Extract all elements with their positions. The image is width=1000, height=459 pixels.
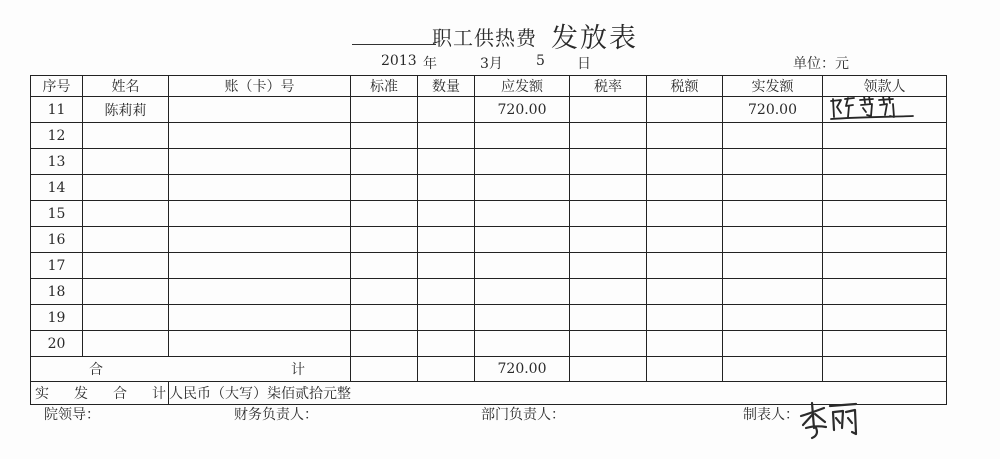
- row-no: 19: [31, 305, 83, 331]
- row-tax: [647, 123, 723, 149]
- header-row: [31, 76, 947, 97]
- row-qty: [418, 97, 475, 123]
- row-net: [723, 149, 823, 175]
- total-words-label-cell: [31, 382, 169, 405]
- row-standard: [351, 201, 418, 227]
- row-qty: [418, 175, 475, 201]
- footer-dept-label: 部门负责人：: [481, 407, 565, 423]
- header-cell: 税额: [647, 76, 723, 97]
- row-qty: [418, 149, 475, 175]
- row-rate: [570, 149, 647, 175]
- table-row: [31, 149, 947, 175]
- row-qty: [418, 305, 475, 331]
- total-words-label-char: 发: [74, 386, 88, 402]
- date-year: 2013: [381, 53, 417, 69]
- footer-finance-label: 财务负责人：: [234, 407, 318, 423]
- total-rate: [570, 357, 647, 382]
- row-standard: [351, 97, 418, 123]
- row-net: [723, 331, 823, 357]
- row-tax: [647, 253, 723, 279]
- total-standard: [351, 357, 418, 382]
- date-year-unit: 年: [423, 56, 437, 72]
- total-gross: 720.00: [475, 357, 570, 382]
- total-signature: [823, 357, 947, 382]
- total-tax: [647, 357, 723, 382]
- row-signature: [823, 149, 947, 175]
- row-qty: [418, 331, 475, 357]
- recipient-signature: [827, 97, 917, 123]
- row-gross: [475, 201, 570, 227]
- row-net: [723, 201, 823, 227]
- row-tax: [647, 201, 723, 227]
- row-name: [83, 331, 169, 357]
- row-name: 陈莉莉: [83, 97, 169, 123]
- row-net: [723, 227, 823, 253]
- row-account: [169, 227, 351, 253]
- row-gross: [475, 305, 570, 331]
- row-net: [723, 305, 823, 331]
- row-account: [169, 201, 351, 227]
- row-standard: [351, 305, 418, 331]
- row-name: [83, 227, 169, 253]
- table-row: [31, 227, 947, 253]
- row-rate: [570, 253, 647, 279]
- row-no: 14: [31, 175, 83, 201]
- total-words-label-char: 实: [35, 386, 49, 402]
- row-no: 16: [31, 227, 83, 253]
- row-account: [169, 331, 351, 357]
- row-signature: [823, 253, 947, 279]
- table-row: [31, 123, 947, 149]
- row-net: [723, 253, 823, 279]
- table-row: [31, 331, 947, 357]
- row-no: 20: [31, 331, 83, 357]
- footer-dean-label: 院领导：: [44, 407, 100, 423]
- table-row: [31, 97, 947, 123]
- date-day: 5: [536, 53, 545, 69]
- row-name: [83, 305, 169, 331]
- row-standard: [351, 253, 418, 279]
- header-cell: 实发额: [723, 76, 823, 97]
- row-standard: [351, 279, 418, 305]
- row-rate: [570, 279, 647, 305]
- total-label-cell: [31, 357, 351, 382]
- total-row: [31, 357, 947, 382]
- row-signature: [823, 123, 947, 149]
- page-title: 发放表: [551, 23, 638, 54]
- row-standard: [351, 331, 418, 357]
- row-signature: [823, 331, 947, 357]
- header-cell: 标准: [351, 76, 418, 97]
- row-no: 13: [31, 149, 83, 175]
- row-rate: [570, 97, 647, 123]
- row-account: [169, 175, 351, 201]
- row-name: [83, 149, 169, 175]
- row-rate: [570, 201, 647, 227]
- table-row: [31, 253, 947, 279]
- row-gross: [475, 175, 570, 201]
- row-standard: [351, 175, 418, 201]
- header-cell: 税率: [570, 76, 647, 97]
- header-cell: 数量: [418, 76, 475, 97]
- row-tax: [647, 305, 723, 331]
- row-gross: [475, 279, 570, 305]
- row-gross: [475, 331, 570, 357]
- row-qty: [418, 123, 475, 149]
- row-signature: [823, 227, 947, 253]
- header-cell: 姓名: [83, 76, 169, 97]
- row-gross: [475, 227, 570, 253]
- row-tax: [647, 175, 723, 201]
- row-qty: [418, 201, 475, 227]
- row-gross: [475, 149, 570, 175]
- row-rate: [570, 331, 647, 357]
- row-gross: [475, 253, 570, 279]
- table-row: [31, 305, 947, 331]
- total-label-right: 计: [291, 362, 305, 378]
- total-words-amount: 人民币（大写）柒佰贰拾元整: [169, 382, 947, 405]
- row-tax: [647, 331, 723, 357]
- row-name: [83, 123, 169, 149]
- row-standard: [351, 149, 418, 175]
- unit-label: 单位：元: [793, 56, 849, 72]
- date-day-unit: 日: [577, 56, 591, 72]
- row-standard: [351, 123, 418, 149]
- header-cell: 账（卡）号: [169, 76, 351, 97]
- row-net: [723, 175, 823, 201]
- row-qty: [418, 227, 475, 253]
- total-net: [723, 357, 823, 382]
- row-account: [169, 279, 351, 305]
- row-signature: [823, 305, 947, 331]
- row-tax: [647, 149, 723, 175]
- row-tax: [647, 279, 723, 305]
- row-no: 18: [31, 279, 83, 305]
- payment-table: [30, 75, 947, 405]
- row-account: [169, 253, 351, 279]
- row-name: [83, 175, 169, 201]
- row-qty: [418, 253, 475, 279]
- row-gross: [475, 123, 570, 149]
- row-account: [169, 305, 351, 331]
- row-tax: [647, 227, 723, 253]
- footer-maker-label: 制表人：: [743, 407, 799, 423]
- row-signature: [823, 279, 947, 305]
- row-signature: [823, 97, 947, 123]
- row-rate: [570, 305, 647, 331]
- row-rate: [570, 227, 647, 253]
- row-name: [83, 253, 169, 279]
- row-signature: [823, 201, 947, 227]
- table-row: [31, 175, 947, 201]
- total-qty: [418, 357, 475, 382]
- row-net: 720.00: [723, 97, 823, 123]
- row-no: 17: [31, 253, 83, 279]
- row-no: 15: [31, 201, 83, 227]
- title-prefix: 职工供热费: [432, 26, 537, 50]
- row-name: [83, 279, 169, 305]
- total-label-left: 合: [89, 362, 103, 378]
- table-row: [31, 279, 947, 305]
- row-net: [723, 123, 823, 149]
- header-cell: 应发额: [475, 76, 570, 97]
- row-account: [169, 149, 351, 175]
- row-no: 11: [31, 97, 83, 123]
- row-tax: [647, 97, 723, 123]
- total-words-label-char: 合: [113, 386, 127, 402]
- title-blank-line: [352, 44, 436, 45]
- total-words-label-char: 计: [152, 386, 166, 402]
- header-cell: 领款人: [823, 76, 947, 97]
- header-cell: 序号: [31, 76, 83, 97]
- row-account: [169, 97, 351, 123]
- row-account: [169, 123, 351, 149]
- row-qty: [418, 279, 475, 305]
- date-month: 3月: [480, 56, 503, 72]
- row-rate: [570, 175, 647, 201]
- row-signature: [823, 175, 947, 201]
- table-row: [31, 201, 947, 227]
- row-rate: [570, 123, 647, 149]
- row-no: 12: [31, 123, 83, 149]
- row-net: [723, 279, 823, 305]
- row-gross: 720.00: [475, 97, 570, 123]
- row-name: [83, 201, 169, 227]
- row-standard: [351, 227, 418, 253]
- maker-signature: [798, 398, 862, 440]
